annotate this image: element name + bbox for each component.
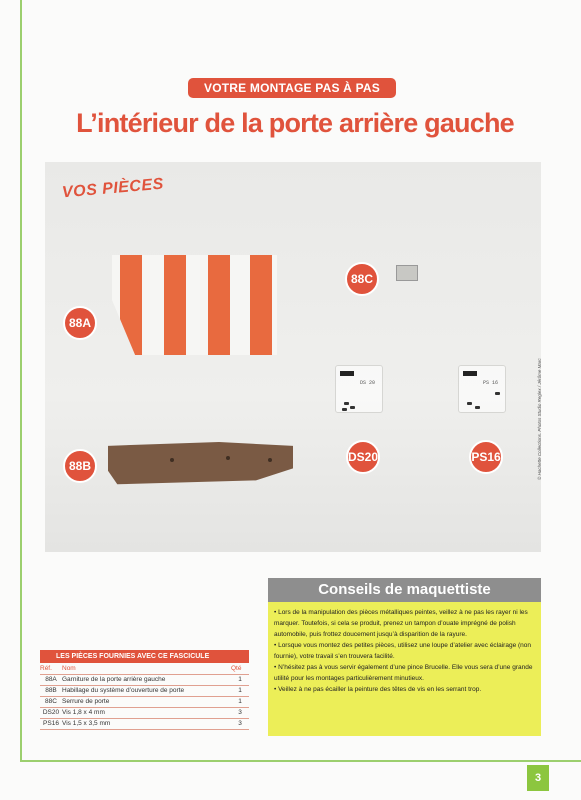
row-name: Vis 1,5 x 3,5 mm xyxy=(62,718,231,729)
row-ref: DS20 xyxy=(40,707,62,718)
photo-credit: © Hachette Collections. Photos Studio Reglex / Jérôme Marc xyxy=(537,358,542,480)
row-ref: 88B xyxy=(40,685,62,696)
label-88a: 88A xyxy=(63,306,97,340)
section-badge: VOTRE MONTAGE PAS À PAS xyxy=(188,78,396,98)
row-qty: 3 xyxy=(231,718,249,729)
margin-rule-horizontal xyxy=(20,760,581,762)
row-qty: 1 xyxy=(231,685,249,696)
table-row xyxy=(40,707,249,718)
page-title: L’intérieur de la porte arrière gauche xyxy=(76,108,514,138)
bag-code-ds20: DS 20 xyxy=(360,380,376,386)
row-qty: 3 xyxy=(231,707,249,718)
row-ref: 88C xyxy=(40,696,62,707)
door-lock-part xyxy=(396,265,418,281)
screw-bag-ps16 xyxy=(458,365,506,413)
screw-bag-ds20 xyxy=(335,365,383,413)
column-ref: Réf. xyxy=(40,663,62,674)
row-name: Habillage du système d’ouverture de porte xyxy=(62,685,231,696)
tip-item: • N’hésitez pas à vous servir également d’une pince Brucelle. Elle vous sera d’une grande utilité pour les montages particulièrement minutieux. xyxy=(274,664,533,683)
parts-section-label: VOS PIÈCES xyxy=(61,175,165,202)
tip-item: • Lors de la manipulation des pièces métalliques peintes, veillez à ne pas les rayer ni les marquer. Toutefois, si cela se produit, prenez un tampon d’ouate imprégné de polish automobile, puis frottez doucement jusqu’à disparition de la rayure. xyxy=(274,609,528,639)
row-name: Serrure de porte xyxy=(62,696,231,707)
table-row xyxy=(40,718,249,729)
page-number: 3 xyxy=(527,765,549,791)
tip-item: • Veillez à ne pas écailler la peinture des têtes de vis en les serrant trop. xyxy=(274,686,482,694)
label-88b: 88B xyxy=(63,449,97,483)
tips-box xyxy=(268,602,541,736)
parts-photo xyxy=(45,162,541,552)
row-qty: 1 xyxy=(231,674,249,685)
tips-heading: Conseils de maquettiste xyxy=(268,578,541,602)
label-88c: 88C xyxy=(345,262,379,296)
bag-code-ps16: PS 16 xyxy=(483,380,499,386)
table-row xyxy=(40,674,249,685)
row-name: Vis 1,8 x 4 mm xyxy=(62,707,231,718)
label-ds20: DS20 xyxy=(346,440,380,474)
label-ps16: PS16 xyxy=(469,440,503,474)
row-name: Garniture de la porte arrière gauche xyxy=(62,674,231,685)
row-ref: 88A xyxy=(40,674,62,685)
parts-table-heading: LES PIÈCES FOURNIES AVEC CE FASCICULE xyxy=(40,650,249,663)
tip-item: • Lorsque vous montez des petites pièces, utilisez une loupe d’atelier avec éclairage (non fournie), votre travail s’en trouvera facilité. xyxy=(274,642,532,661)
table-row xyxy=(40,685,249,696)
margin-rule-vertical xyxy=(20,0,22,760)
parts-table xyxy=(40,650,249,730)
column-qty: Qté xyxy=(231,663,249,674)
row-ref: PS16 xyxy=(40,718,62,729)
column-name: Nom xyxy=(62,663,231,674)
table-row xyxy=(40,696,249,707)
row-qty: 1 xyxy=(231,696,249,707)
door-trim-part xyxy=(112,255,277,355)
